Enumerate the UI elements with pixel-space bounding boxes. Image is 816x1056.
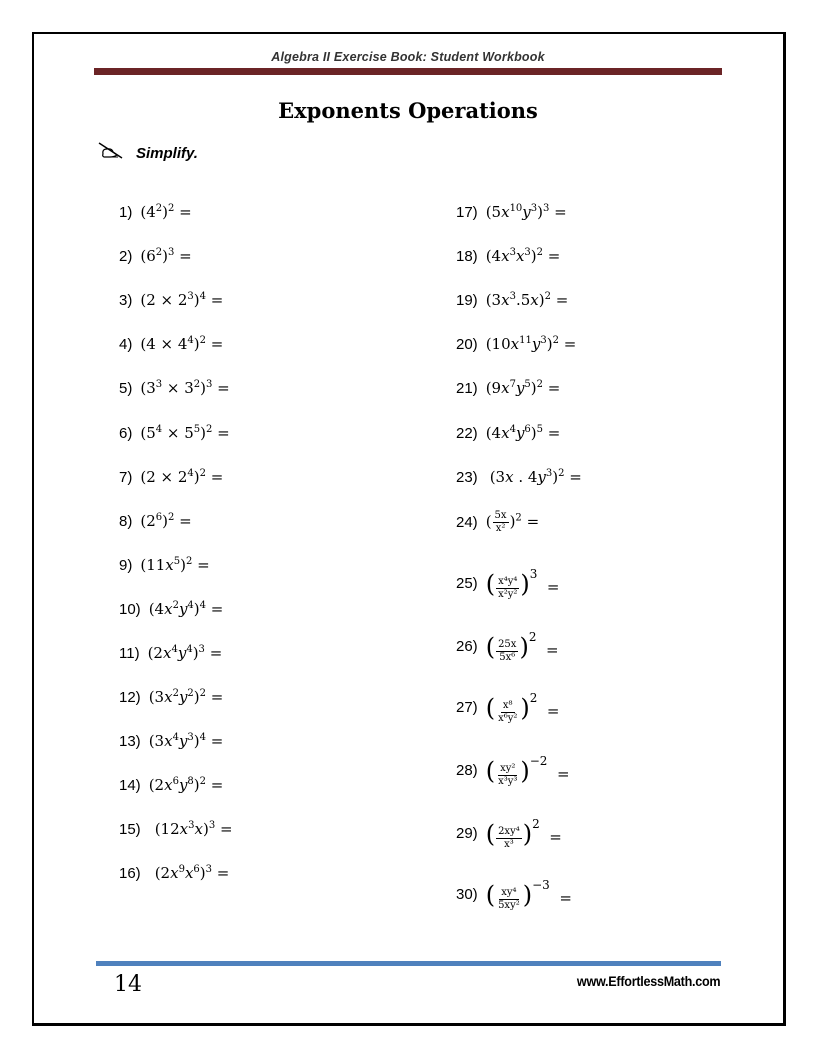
expression: $(2 \times 2^4)^2$ = bbox=[140, 468, 224, 486]
expression: $(2x^4y^4)^3$ = bbox=[147, 644, 223, 662]
problem-2: 2) $(6^2)^3$ = bbox=[119, 247, 192, 265]
expression: ( $\frac{5x}{\text{x²}}$ )$^2$ = bbox=[485, 510, 540, 534]
expression: ( $\frac{\text{xy²}}{\text{x³y³}}$ )$^{-2}$ = bbox=[485, 754, 570, 787]
problem-21: 21) $(9x^7y^5)^2$ = bbox=[456, 379, 561, 397]
expression: $(5x^{10}y^3)^3$ = bbox=[485, 203, 567, 221]
problem-13: 13) $(3x^4y^3)^4$ = bbox=[119, 732, 224, 750]
fraction: $\frac{\text{2xy⁴}}{\text{x³}}$ bbox=[498, 825, 520, 850]
problem-22: 22) $(4x^4y^6)^5$ = bbox=[456, 424, 561, 442]
expression: $(2 \times 2^3)^4$ = bbox=[140, 291, 224, 309]
problem-15: 15) $(12x^3x)^3$ = bbox=[119, 820, 233, 838]
problem-3: 3) $(2 \times 2^3)^4$ = bbox=[119, 291, 224, 309]
expression: $(4x^3x^3)^2$ = bbox=[485, 247, 561, 265]
expression: $(9x^7y^5)^2$ = bbox=[485, 379, 561, 397]
fraction: $\frac{\text{xy²}}{\text{x³y³}}$ bbox=[498, 762, 518, 787]
problem-27: 27) ( $\frac{\text{x⁸}}{\text{x⁶y²}}$ )$^2$ = bbox=[456, 691, 560, 724]
fraction: $\frac{25x}{\text{5x⁶}}$ bbox=[498, 638, 517, 663]
fraction: $\frac{5x}{\text{x²}}$ bbox=[494, 510, 507, 534]
problem-24: 24) ( $\frac{5x}{\text{x²}}$ )$^2$ = bbox=[456, 510, 540, 534]
problem-6: 6) $(5^4 \times 5^5)^2$ = bbox=[119, 424, 230, 442]
problem-17: 17) $(5x^{10}y^3)^3$ = bbox=[456, 203, 567, 221]
problem-25: 25) ( $\frac{\text{x⁴y⁴}}{\text{x²y²}}$ )$^3$ = bbox=[456, 567, 560, 600]
problem-11: 11) $(2x^4y^4)^3$ = bbox=[119, 644, 223, 662]
expression: $(2^6)^2$ = bbox=[140, 512, 192, 530]
expression: $(11x^5)^2$ = bbox=[140, 556, 210, 574]
problem-29: 29) ( $\frac{\text{2xy⁴}}{\text{x³}}$ )$^2$ = bbox=[456, 817, 562, 850]
problem-5: 5) $(3^3 \times 3^2)^3$ = bbox=[119, 379, 230, 397]
problem-1: 1) $(4^2)^2$ = bbox=[119, 203, 192, 221]
expression: $(4^2)^2$ = bbox=[140, 203, 192, 221]
expression: $(6^2)^3$ = bbox=[140, 247, 192, 265]
problem-4: 4) $(4 \times 4^4)^2$ = bbox=[119, 335, 224, 353]
expression: ( $\frac{\text{x⁸}}{\text{x⁶y²}}$ )$^2$ = bbox=[485, 691, 560, 724]
expression: ( $\frac{\text{xy⁴}}{\text{5xy²}}$ )$^{-3}$ = bbox=[485, 878, 572, 911]
page-number: 14 bbox=[114, 972, 142, 997]
expression: $(4x^2y^4)^4$ = bbox=[148, 600, 224, 618]
problem-23: 23) (3x . $4y^3)^2$ = bbox=[456, 468, 582, 486]
problem-26: 26) ( $\frac{25x}{\text{5x⁶}}$ )$^2$ = bbox=[456, 630, 559, 663]
problem-16: 16) $(2x^9x^6)^3$ = bbox=[119, 864, 230, 882]
expression: $(4x^4y^6)^5$ = bbox=[485, 424, 561, 442]
writing-hand-icon bbox=[98, 142, 124, 164]
problem-8: 8) $(2^6)^2$ = bbox=[119, 512, 192, 530]
fraction: $\frac{\text{xy⁴}}{\text{5xy²}}$ bbox=[498, 886, 520, 911]
fraction: $\frac{\text{x⁸}}{\text{x⁶y²}}$ bbox=[498, 699, 518, 724]
expression: $(3x^2y^2)^2$ = bbox=[148, 688, 224, 706]
expression: ( $\frac{25x}{\text{5x⁶}}$ )$^2$ = bbox=[485, 630, 559, 663]
expression: $(10x^{11}y^3)^2$ = bbox=[485, 335, 577, 353]
problem-10: 10) $(4x^2y^4)^4$ = bbox=[119, 600, 224, 618]
expression: $(4 \times 4^4)^2$ = bbox=[140, 335, 224, 353]
book-title: Algebra II Exercise Book: Student Workbook bbox=[271, 50, 545, 64]
page-title: Exponents Operations bbox=[278, 98, 538, 123]
expression: $(2x^6y^8)^2$ = bbox=[148, 776, 224, 794]
fraction: $\frac{\text{x⁴y⁴}}{\text{x²y²}}$ bbox=[498, 575, 518, 600]
problem-20: 20) $(10x^{11}y^3)^2$ = bbox=[456, 335, 577, 353]
problem-12: 12) $(3x^2y^2)^2$ = bbox=[119, 688, 224, 706]
expression: $(3x^4y^3)^4$ = bbox=[148, 732, 224, 750]
expression: $(2x^9x^6)^3$ = bbox=[154, 864, 230, 882]
instruction bbox=[98, 142, 198, 164]
problem-19: 19) $(3x^3.5x)^2$ = bbox=[456, 291, 569, 309]
problem-18: 18) $(4x^3x^3)^2$ = bbox=[456, 247, 561, 265]
website-link: www.EffortlessMath.com bbox=[576, 973, 720, 989]
footer-rule bbox=[96, 961, 721, 966]
expression: ( $\frac{\text{x⁴y⁴}}{\text{x²y²}}$ )$^3$ = bbox=[485, 567, 560, 600]
expression: ( $\frac{\text{2xy⁴}}{\text{x³}}$ )$^2$ = bbox=[485, 817, 562, 850]
header-rule bbox=[94, 68, 722, 75]
expression: $(3x^3.5x)^2$ = bbox=[485, 291, 569, 309]
instruction-label: Simplify. bbox=[136, 144, 198, 162]
problem-30: 30) ( $\frac{\text{xy⁴}}{\text{5xy²}}$ )$^{-3}$ = bbox=[456, 878, 572, 911]
expression: $(3^3 \times 3^2)^3$ = bbox=[140, 379, 230, 397]
problem-7: 7) $(2 \times 2^4)^2$ = bbox=[119, 468, 224, 486]
problem-14: 14) $(2x^6y^8)^2$ = bbox=[119, 776, 224, 794]
expression: $(12x^3x)^3$ = bbox=[154, 820, 233, 838]
problem-9: 9) $(11x^5)^2$ = bbox=[119, 556, 210, 574]
expression: $(5^4 \times 5^5)^2$ = bbox=[140, 424, 230, 442]
problem-28: 28) ( $\frac{\text{xy²}}{\text{x³y³}}$ )$^{-2}$ = bbox=[456, 754, 570, 787]
expression: (3x . $4y^3)^2$ = bbox=[489, 468, 582, 486]
